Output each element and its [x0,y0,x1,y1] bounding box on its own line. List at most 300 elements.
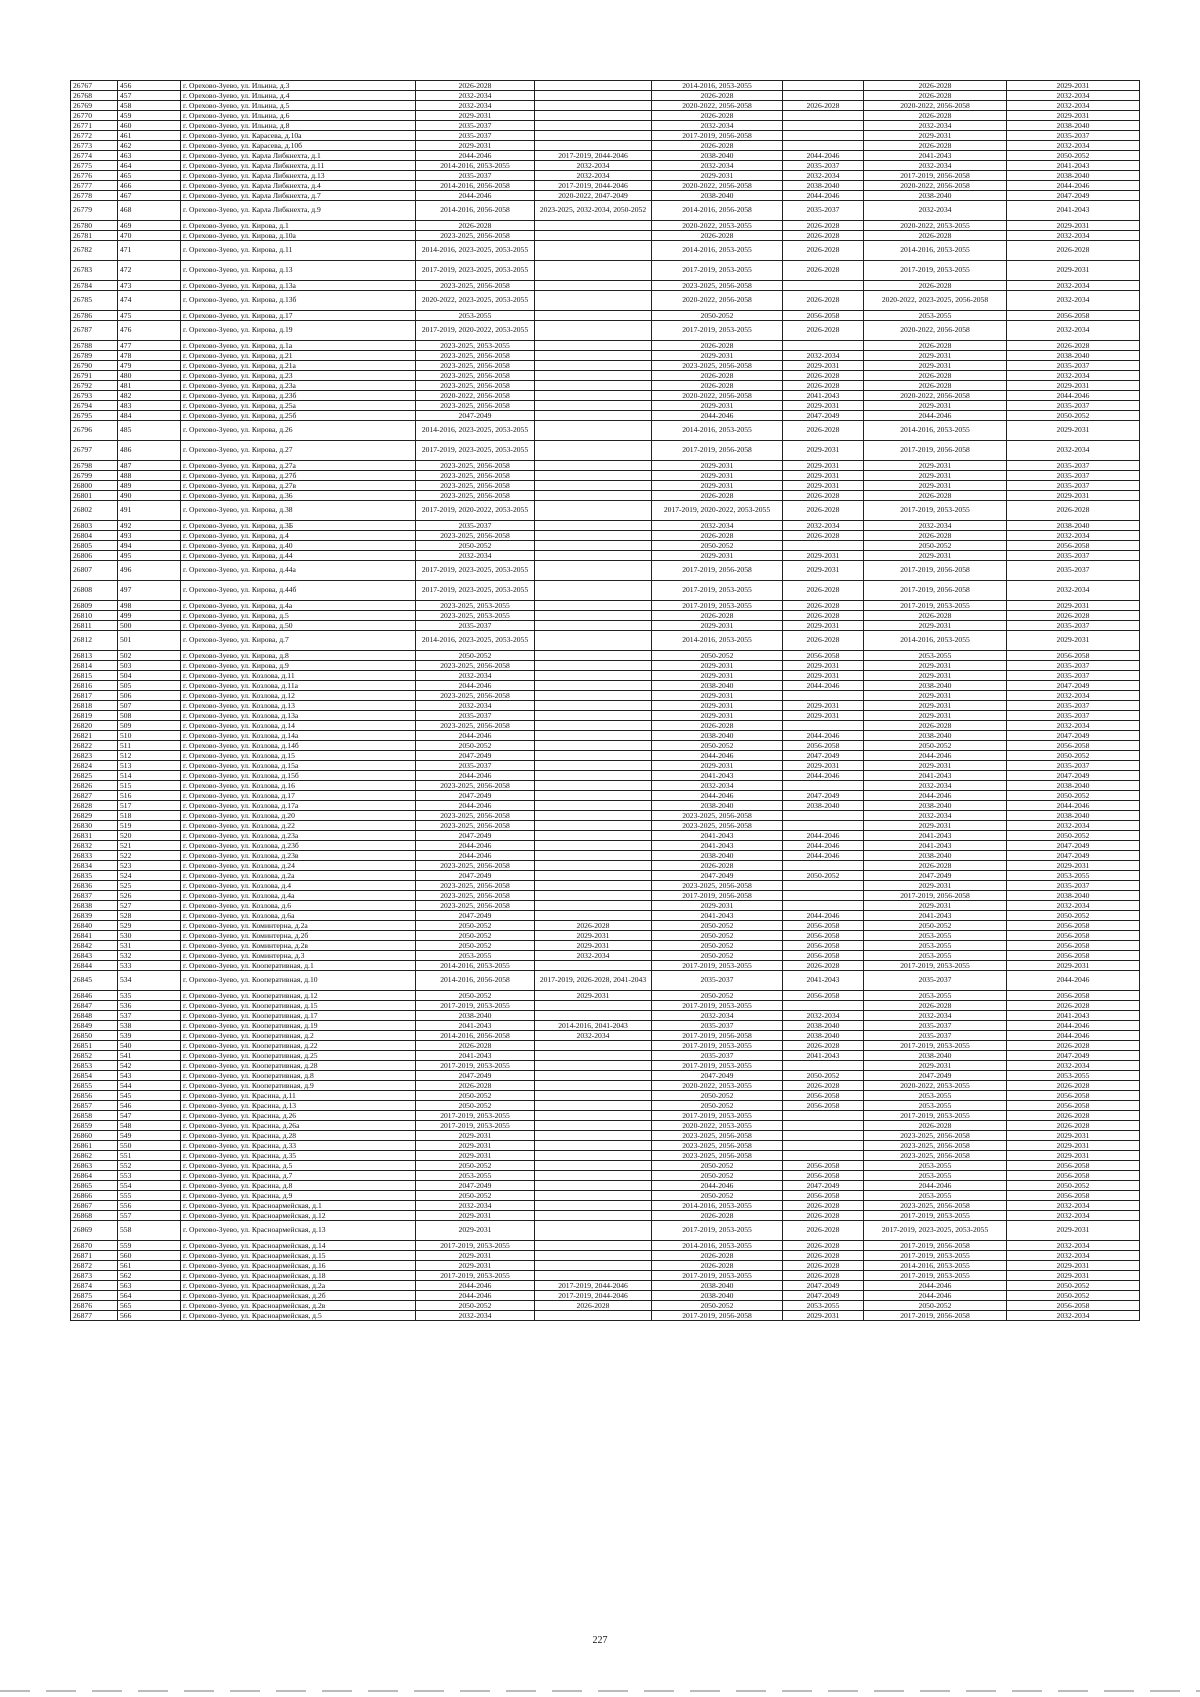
cell-house-number: 488 [118,471,181,481]
cell-house-number: 536 [118,1001,181,1011]
cell-period-d [783,141,864,151]
table-row [71,791,1140,801]
cell-period-f: 2056-2058 [1007,1091,1140,1101]
cell-row-number: 26833 [71,851,118,861]
cell-period-d: 2038-2040 [783,1021,864,1031]
cell-period-d: 2047-2049 [783,751,864,761]
cell-period-e: 2023-2025, 2056-2058 [864,1141,1007,1151]
cell-period-a: 2017-2019, 2053-2055 [416,1001,535,1011]
cell-period-b [535,741,652,751]
cell-period-e: 2026-2028 [864,491,1007,501]
cell-period-a: 2035-2037 [416,711,535,721]
cell-row-number: 26867 [71,1201,118,1211]
cell-period-f: 2053-2055 [1007,1071,1140,1081]
cell-period-e: 2029-2031 [864,401,1007,411]
cell-period-f: 2056-2058 [1007,991,1140,1001]
cell-period-d: 2056-2058 [783,1171,864,1181]
cell-period-e: 2020-2022, 2056-2058 [864,101,1007,111]
cell-period-e: 2017-2019, 2053-2055 [864,1271,1007,1281]
cell-period-d: 2047-2049 [783,1291,864,1301]
cell-row-number: 26816 [71,681,118,691]
cell-period-c: 2026-2028 [652,861,783,871]
cell-period-d: 2044-2046 [783,851,864,861]
table-row [71,811,1140,821]
cell-row-number: 26778 [71,191,118,201]
cell-period-b [535,731,652,741]
cell-period-f: 2032-2034 [1007,1211,1140,1221]
cell-period-a: 2017-2019, 2023-2025, 2053-2055 [416,581,535,601]
cell-period-e: 2053-2055 [864,931,1007,941]
cell-house-number: 547 [118,1111,181,1121]
cell-period-f: 2044-2046 [1007,1021,1140,1031]
table-row [71,231,1140,241]
cell-period-e: 2053-2055 [864,1101,1007,1111]
cell-period-f: 2029-2031 [1007,491,1140,501]
cell-house-number: 497 [118,581,181,601]
cell-period-a: 2053-2055 [416,311,535,321]
cell-period-b [535,751,652,761]
table-row [71,901,1140,911]
cell-address: г. Орехово-Зуево, ул. Ильина, д.8 [181,121,416,131]
cell-period-c: 2032-2034 [652,121,783,131]
cell-period-c: 2029-2031 [652,621,783,631]
cell-period-e: 2032-2034 [864,121,1007,131]
cell-period-d [783,781,864,791]
cell-period-b [535,611,652,621]
cell-period-f: 2029-2031 [1007,861,1140,871]
cell-period-c: 2029-2031 [652,401,783,411]
cell-house-number: 516 [118,791,181,801]
table-row [71,101,1140,111]
cell-address: г. Орехово-Зуево, ул. Козлова, д.11 [181,671,416,681]
cell-house-number: 478 [118,351,181,361]
cell-period-b [535,1121,652,1131]
cell-period-f: 2032-2034 [1007,901,1140,911]
cell-period-c: 2050-2052 [652,1191,783,1201]
cell-period-e: 2020-2022, 2056-2058 [864,391,1007,401]
cell-row-number: 26866 [71,1191,118,1201]
cell-house-number: 551 [118,1151,181,1161]
cell-period-f: 2050-2052 [1007,411,1140,421]
cell-period-f: 2032-2034 [1007,1241,1140,1251]
cell-period-c: 2038-2040 [652,801,783,811]
cell-period-e: 2041-2043 [864,911,1007,921]
cell-period-a: 2035-2037 [416,521,535,531]
cell-period-b [535,1081,652,1091]
cell-period-c: 2017-2019, 2056-2058 [652,131,783,141]
cell-period-d: 2029-2031 [783,361,864,371]
cell-period-d: 2035-2037 [783,201,864,221]
cell-period-e: 2017-2019, 2053-2055 [864,1251,1007,1261]
table-row [71,721,1140,731]
cell-period-d: 2026-2028 [783,261,864,281]
cell-period-d: 2029-2031 [783,701,864,711]
cell-period-c: 2023-2025, 2056-2058 [652,281,783,291]
cell-period-d: 2032-2034 [783,1011,864,1021]
cell-row-number: 26775 [71,161,118,171]
cell-address: г. Орехово-Зуево, ул. Ильина, д.6 [181,111,416,121]
cell-address: г. Орехово-Зуево, ул. Козлова, д.14 [181,721,416,731]
cell-house-number: 510 [118,731,181,741]
cell-row-number: 26857 [71,1101,118,1111]
cell-period-e: 2053-2055 [864,1161,1007,1171]
table-row [71,311,1140,321]
cell-period-a: 2047-2049 [416,1181,535,1191]
cell-period-d: 2026-2028 [783,1211,864,1221]
cell-house-number: 490 [118,491,181,501]
cell-row-number: 26785 [71,291,118,311]
cell-period-d: 2029-2031 [783,551,864,561]
cell-period-a: 2029-2031 [416,1251,535,1261]
cell-period-a: 2047-2049 [416,911,535,921]
cell-row-number: 26874 [71,1281,118,1291]
table-row [71,551,1140,561]
cell-period-f: 2026-2028 [1007,341,1140,351]
cell-period-f: 2038-2040 [1007,351,1140,361]
cell-period-a: 2023-2025, 2056-2058 [416,281,535,291]
cell-period-f: 2029-2031 [1007,1131,1140,1141]
table-row [71,921,1140,931]
cell-period-b [535,1311,652,1321]
cell-row-number: 26877 [71,1311,118,1321]
cell-period-a: 2047-2049 [416,1071,535,1081]
cell-row-number: 26811 [71,621,118,631]
cell-address: г. Орехово-Зуево, ул. Козлова, д.6а [181,911,416,921]
cell-period-d: 2050-2052 [783,871,864,881]
cell-house-number: 501 [118,631,181,651]
cell-period-e: 2053-2055 [864,991,1007,1001]
cell-period-b [535,391,652,401]
cell-period-b [535,501,652,521]
cell-period-e: 2053-2055 [864,941,1007,951]
cell-period-b [535,631,652,651]
cell-house-number: 508 [118,711,181,721]
cell-period-c: 2023-2025, 2056-2058 [652,881,783,891]
cell-period-c: 2035-2037 [652,1021,783,1031]
cell-period-e: 2041-2043 [864,151,1007,161]
cell-row-number: 26872 [71,1261,118,1271]
cell-row-number: 26798 [71,461,118,471]
cell-period-c: 2023-2025, 2056-2058 [652,1151,783,1161]
cell-period-d [783,1131,864,1141]
cell-period-a: 2053-2055 [416,1171,535,1181]
cell-period-d: 2032-2034 [783,521,864,531]
cell-period-d: 2026-2028 [783,241,864,261]
cell-address: г. Орехово-Зуево, ул. Кирова, д.36 [181,491,416,501]
cell-row-number: 26784 [71,281,118,291]
cell-period-e: 2029-2031 [864,881,1007,891]
cell-address: г. Орехово-Зуево, ул. Красина, д.7 [181,1171,416,1181]
cell-house-number: 480 [118,371,181,381]
cell-period-d: 2044-2046 [783,911,864,921]
cell-row-number: 26861 [71,1141,118,1151]
cell-address: г. Орехово-Зуево, ул. Красина, д.35 [181,1151,416,1161]
cell-house-number: 465 [118,171,181,181]
cell-row-number: 26801 [71,491,118,501]
cell-period-b [535,491,652,501]
table-row [71,701,1140,711]
cell-row-number: 26799 [71,471,118,481]
table-row [71,501,1140,521]
cell-period-b: 2029-2031 [535,931,652,941]
cell-period-d: 2026-2028 [783,1221,864,1241]
cell-house-number: 521 [118,841,181,851]
cell-period-a: 2050-2052 [416,1301,535,1311]
cell-address: г. Орехово-Зуево, ул. Красина, д.5 [181,1161,416,1171]
cell-period-d: 2056-2058 [783,941,864,951]
cell-house-number: 552 [118,1161,181,1171]
cell-address: г. Орехово-Зуево, ул. Козлова, д.12 [181,691,416,701]
cell-row-number: 26774 [71,151,118,161]
cell-period-d [783,821,864,831]
cell-period-a: 2017-2019, 2023-2025, 2053-2055 [416,261,535,281]
cell-period-a: 2014-2016, 2053-2055 [416,961,535,971]
cell-row-number: 26847 [71,1001,118,1011]
table-row [71,561,1140,581]
table-row [71,1181,1140,1191]
cell-period-a: 2044-2046 [416,801,535,811]
cell-period-c: 2047-2049 [652,871,783,881]
cell-period-d: 2041-2043 [783,391,864,401]
cell-period-c: 2014-2016, 2053-2055 [652,421,783,441]
cell-period-d: 2047-2049 [783,1181,864,1191]
cell-row-number: 26870 [71,1241,118,1251]
table-row [71,741,1140,751]
cell-row-number: 26850 [71,1031,118,1041]
cell-period-e: 2044-2046 [864,1181,1007,1191]
cell-house-number: 511 [118,741,181,751]
cell-period-b: 2032-2034 [535,171,652,181]
cell-row-number: 26822 [71,741,118,751]
cell-row-number: 26865 [71,1181,118,1191]
cell-period-d: 2029-2031 [783,661,864,671]
cell-period-a: 2023-2025, 2056-2058 [416,461,535,471]
table-row [71,141,1140,151]
table-row [71,521,1140,531]
cell-period-f: 2032-2034 [1007,101,1140,111]
cell-address: г. Орехово-Зуево, ул. Красноармейская, д.18 [181,1271,416,1281]
cell-period-b [535,561,652,581]
cell-period-e: 2020-2022, 2053-2055 [864,221,1007,231]
cell-period-d [783,881,864,891]
cell-period-b [535,1191,652,1201]
cell-period-d: 2041-2043 [783,971,864,991]
cell-row-number: 26873 [71,1271,118,1281]
cell-address: г. Орехово-Зуево, ул. Кирова, д.27а [181,461,416,471]
cell-period-c: 2023-2025, 2056-2058 [652,361,783,371]
cell-row-number: 26826 [71,781,118,791]
cell-house-number: 546 [118,1101,181,1111]
table-row [71,371,1140,381]
cell-row-number: 26782 [71,241,118,261]
cell-period-c: 2026-2028 [652,91,783,101]
cell-house-number: 481 [118,381,181,391]
cell-period-f: 2029-2031 [1007,381,1140,391]
cell-period-f: 2056-2058 [1007,941,1140,951]
cell-row-number: 26827 [71,791,118,801]
cell-period-d [783,811,864,821]
cell-period-e: 2041-2043 [864,841,1007,851]
cell-address: г. Орехово-Зуево, ул. Козлова, д.6 [181,901,416,911]
cell-period-f: 2047-2049 [1007,1051,1140,1061]
cell-period-e: 2026-2028 [864,1001,1007,1011]
cell-address: г. Орехово-Зуево, ул. Кирова, д.1 [181,221,416,231]
cell-period-e: 2026-2028 [864,141,1007,151]
cell-period-c: 2017-2019, 2056-2058 [652,1031,783,1041]
cell-period-a: 2032-2034 [416,101,535,111]
cell-house-number: 549 [118,1131,181,1141]
cell-period-b [535,721,652,731]
cell-period-d: 2044-2046 [783,151,864,161]
table-row [71,1141,1140,1151]
cell-period-b [535,811,652,821]
cell-period-b: 2014-2016, 2041-2043 [535,1021,652,1031]
cell-period-b: 2017-2019, 2044-2046 [535,181,652,191]
cell-period-f: 2026-2028 [1007,1111,1140,1121]
cell-period-d: 2026-2028 [783,611,864,621]
cell-period-d [783,1151,864,1161]
cell-period-e: 2035-2037 [864,1031,1007,1041]
table-row [71,171,1140,181]
cell-address: г. Орехово-Зуево, ул. Коминтерна, д.2а [181,921,416,931]
cell-period-e: 2026-2028 [864,91,1007,101]
cell-row-number: 26852 [71,1051,118,1061]
cell-period-b [535,1161,652,1171]
table-row [71,191,1140,201]
cell-period-c: 2026-2028 [652,491,783,501]
cell-house-number: 558 [118,1221,181,1241]
cell-period-f: 2032-2034 [1007,691,1140,701]
cell-period-c: 2026-2028 [652,611,783,621]
cell-period-b [535,241,652,261]
cell-house-number: 484 [118,411,181,421]
cell-period-b [535,361,652,371]
cell-period-e: 2026-2028 [864,371,1007,381]
cell-row-number: 26851 [71,1041,118,1051]
cell-row-number: 26767 [71,81,118,91]
cell-period-c: 2017-2019, 2053-2055 [652,1041,783,1051]
table-row [71,361,1140,371]
cell-period-a: 2035-2037 [416,171,535,181]
cell-period-f: 2032-2034 [1007,281,1140,291]
table-row [71,491,1140,501]
cell-period-f: 2044-2046 [1007,971,1140,991]
table-row [71,1191,1140,1201]
table-row [71,971,1140,991]
cell-period-a: 2023-2025, 2056-2058 [416,481,535,491]
cell-period-f: 2026-2028 [1007,1001,1140,1011]
cell-house-number: 542 [118,1061,181,1071]
cell-period-e: 2041-2043 [864,831,1007,841]
cell-period-c: 2026-2028 [652,141,783,151]
cell-period-f: 2029-2031 [1007,631,1140,651]
cell-period-a: 2023-2025, 2056-2058 [416,901,535,911]
table-row [71,751,1140,761]
cell-period-d: 2029-2031 [783,1311,864,1321]
cell-row-number: 26855 [71,1081,118,1091]
cell-address: г. Орехово-Зуево, ул. Кирова, д.13б [181,291,416,311]
cell-address: г. Орехово-Зуево, ул. Карла Либкнехта, д.7 [181,191,416,201]
cell-period-f: 2032-2034 [1007,721,1140,731]
cell-period-e: 2053-2055 [864,1091,1007,1101]
table-row [71,651,1140,661]
cell-period-a: 2032-2034 [416,671,535,681]
cell-period-a: 2017-2019, 2053-2055 [416,1061,535,1071]
cell-house-number: 562 [118,1271,181,1281]
cell-period-c: 2014-2016, 2056-2058 [652,201,783,221]
cell-period-a: 2044-2046 [416,1291,535,1301]
cell-address: г. Орехово-Зуево, ул. Козлова, д.23в [181,851,416,861]
cell-period-e: 2038-2040 [864,191,1007,201]
cell-period-f: 2053-2055 [1007,871,1140,881]
cell-period-b [535,621,652,631]
cell-period-a: 2020-2022, 2056-2058 [416,391,535,401]
cell-row-number: 26773 [71,141,118,151]
cell-period-f: 2050-2052 [1007,911,1140,921]
cell-period-a: 2044-2046 [416,731,535,741]
cell-period-a: 2044-2046 [416,151,535,161]
cell-address: г. Орехово-Зуево, ул. Коминтерна, д.2в [181,941,416,951]
cell-period-c: 2017-2019, 2053-2055 [652,581,783,601]
cell-period-e: 2050-2052 [864,741,1007,751]
cell-address: г. Орехово-Зуево, ул. Кирова, д.25а [181,401,416,411]
cell-period-e: 2017-2019, 2053-2055 [864,601,1007,611]
cell-period-a: 2023-2025, 2056-2058 [416,231,535,241]
cell-period-b [535,851,652,861]
table-row [71,321,1140,341]
cell-period-a: 2032-2034 [416,91,535,101]
cell-row-number: 26781 [71,231,118,241]
table-row [71,1001,1140,1011]
cell-house-number: 560 [118,1251,181,1261]
cell-period-b [535,871,652,881]
cell-row-number: 26853 [71,1061,118,1071]
cell-period-f: 2032-2034 [1007,531,1140,541]
cell-address: г. Орехово-Зуево, ул. Козлова, д.16 [181,781,416,791]
cell-address: г. Орехово-Зуево, ул. Красина, д.28 [181,1131,416,1141]
cell-period-c: 2047-2049 [652,1071,783,1081]
cell-period-f: 2056-2058 [1007,741,1140,751]
cell-address: г. Орехово-Зуево, ул. Красноармейская, д.2в [181,1301,416,1311]
cell-house-number: 459 [118,111,181,121]
cell-address: г. Орехово-Зуево, ул. Кирова, д.10а [181,231,416,241]
cell-period-b [535,901,652,911]
cell-row-number: 26813 [71,651,118,661]
cell-period-e: 2047-2049 [864,1071,1007,1081]
cell-house-number: 456 [118,81,181,91]
cell-period-e: 2032-2034 [864,201,1007,221]
cell-period-c: 2041-2043 [652,911,783,921]
cell-period-d: 2047-2049 [783,791,864,801]
cell-period-e: 2038-2040 [864,731,1007,741]
cell-row-number: 26858 [71,1111,118,1121]
cell-period-a: 2023-2025, 2056-2058 [416,881,535,891]
cell-period-c: 2014-2016, 2053-2055 [652,1201,783,1211]
cell-period-c: 2032-2034 [652,161,783,171]
cell-period-d: 2026-2028 [783,231,864,241]
cell-period-c: 2023-2025, 2056-2058 [652,821,783,831]
cell-period-c: 2020-2022, 2053-2055 [652,1121,783,1131]
table-row [71,1041,1140,1051]
cell-period-c: 2038-2040 [652,1281,783,1291]
scan-edge-artifact [0,1690,1200,1692]
cell-house-number: 474 [118,291,181,311]
cell-row-number: 26863 [71,1161,118,1171]
cell-period-c: 2035-2037 [652,971,783,991]
cell-period-f: 2032-2034 [1007,291,1140,311]
cell-period-b [535,1201,652,1211]
cell-period-e: 2029-2031 [864,461,1007,471]
